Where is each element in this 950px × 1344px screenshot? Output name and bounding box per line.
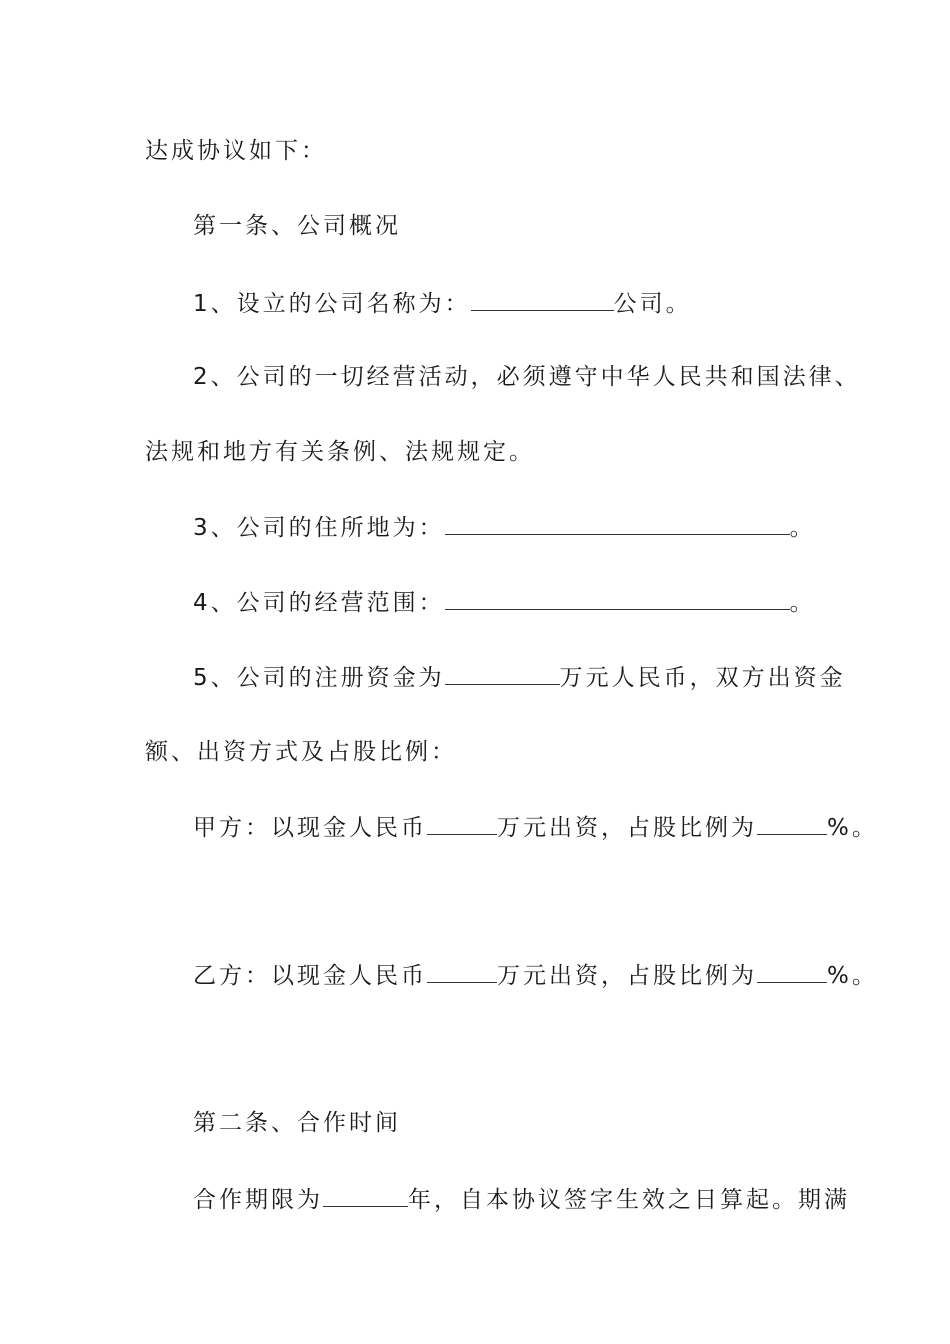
text: 2、公司的一切经营活动，必须遵守中华人民共和国法律、: [193, 364, 861, 390]
text-line: [145, 737, 457, 767]
text-line: [193, 587, 816, 618]
text: 3、公司的住所地为：: [193, 515, 445, 541]
text: 。: [789, 515, 816, 541]
text-line: [193, 512, 816, 543]
text: 合作期限为: [193, 1187, 323, 1213]
text: 5、公司的注册资金为: [193, 665, 445, 691]
text: 4、公司的经营范围：: [193, 590, 445, 616]
text: 公司。: [613, 291, 692, 317]
text: 年，自本协议签字生效之日算起。期满: [408, 1187, 850, 1213]
text: %。: [827, 815, 878, 841]
text: 1、设立的公司名称为：: [193, 291, 471, 317]
fill-blank: [757, 812, 827, 835]
text: 额、出资方式及占股比例：: [145, 739, 457, 765]
fill-blank: [427, 812, 497, 835]
text-line: [193, 288, 692, 319]
fill-blank: [445, 662, 560, 685]
section-heading: [193, 211, 401, 241]
text: 万元出资，占股比例为: [497, 815, 757, 841]
fill-blank: [471, 288, 614, 311]
text: 万元人民币，双方出资金: [559, 665, 846, 691]
text: 甲方：以现金人民币: [193, 815, 427, 841]
text-line: [145, 136, 327, 166]
heading-text: 第二条、合作时间: [193, 1110, 401, 1136]
section-heading: [193, 1108, 401, 1138]
text: 万元出资，占股比例为: [497, 963, 757, 989]
text: 。: [789, 590, 816, 616]
text: 达成协议如下：: [145, 138, 327, 164]
text-line: [193, 960, 878, 991]
text-line: [145, 437, 535, 467]
fill-blank: [445, 512, 790, 535]
text: 法规和地方有关条例、法规规定。: [145, 439, 535, 465]
text: 乙方：以现金人民币: [193, 963, 427, 989]
fill-blank: [323, 1184, 408, 1207]
text-line: [193, 812, 878, 843]
text: %。: [827, 963, 878, 989]
text-line: [193, 662, 846, 693]
text-line: [193, 1184, 850, 1215]
fill-blank: [427, 960, 497, 983]
heading-text: 第一条、公司概况: [193, 213, 401, 239]
fill-blank: [757, 960, 827, 983]
text-line: [193, 362, 861, 392]
fill-blank: [445, 587, 790, 610]
